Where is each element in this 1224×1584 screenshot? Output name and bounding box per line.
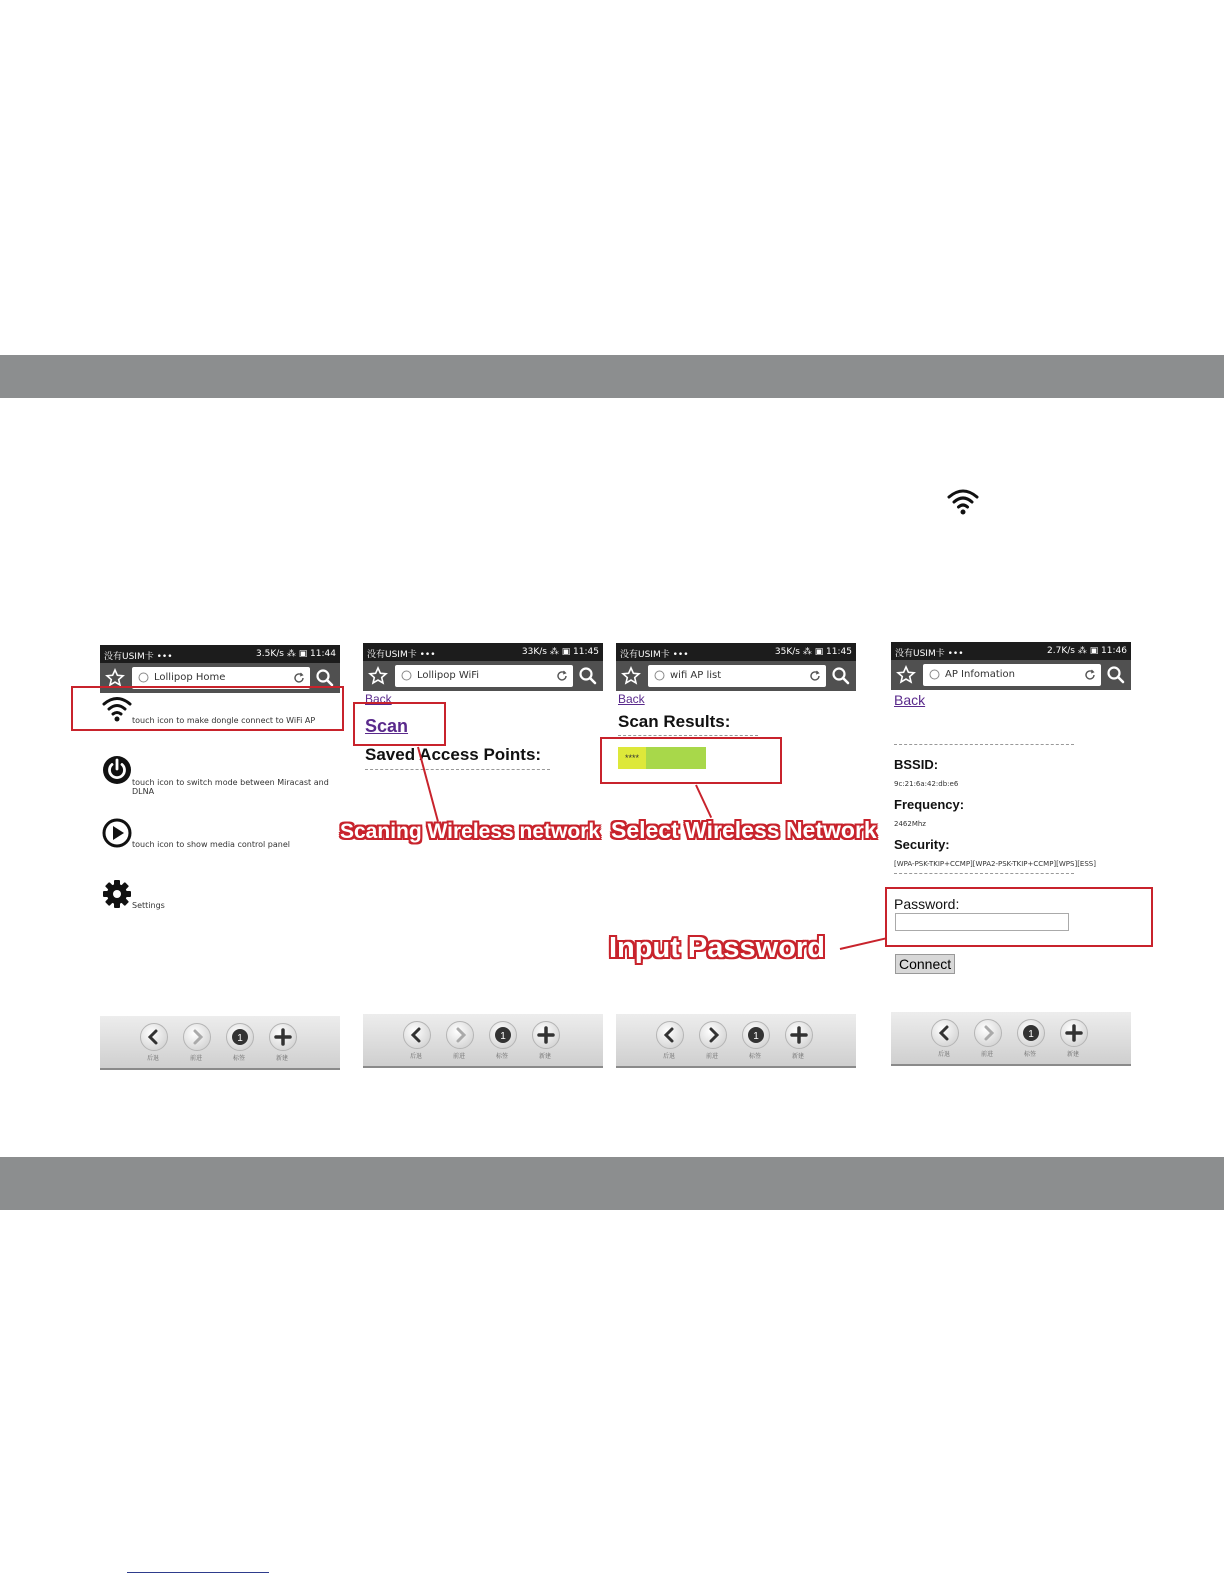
- page-icon: [654, 670, 665, 681]
- frequency-value: 2462Mhz: [894, 820, 926, 828]
- browser-toolbar: [891, 660, 1131, 690]
- bookmark-star-icon[interactable]: [105, 668, 125, 688]
- bookmark-star-icon[interactable]: [621, 666, 641, 686]
- callout-select: Select Wireless Network: [611, 817, 877, 843]
- url-field[interactable]: [395, 665, 573, 687]
- nav-label: 前进: [189, 1056, 202, 1062]
- divider: [365, 769, 550, 770]
- menu-item-text: touch icon to make dongle connect to WiFi AP: [132, 716, 316, 725]
- status-bar: [100, 645, 340, 663]
- bssid-label: BSSID:: [894, 757, 939, 772]
- scan-link[interactable]: Scan: [365, 716, 409, 736]
- search-icon[interactable]: [315, 668, 335, 688]
- browser-navbar: [100, 1016, 340, 1070]
- nav-label: 后退: [146, 1056, 159, 1062]
- highlight-wifi-row: [71, 686, 344, 731]
- nav-label: 新建: [1066, 1052, 1079, 1058]
- tabs-nav-button[interactable]: [1017, 1019, 1045, 1047]
- power-icon[interactable]: [102, 755, 132, 785]
- menu-item-text: Settings: [132, 901, 165, 910]
- nav-label: 新建: [538, 1054, 551, 1060]
- page-icon: [138, 672, 149, 683]
- browser-navbar: [363, 1014, 603, 1068]
- footer-link-underline: [127, 1572, 269, 1573]
- nav-label: 标签: [232, 1056, 245, 1062]
- url-field[interactable]: [648, 665, 826, 687]
- nav-label: 后退: [409, 1054, 422, 1060]
- nav-label: 后退: [662, 1054, 675, 1060]
- bookmark-star-icon[interactable]: [896, 665, 916, 685]
- page-icon: [929, 669, 940, 680]
- section-header-bar-bottom: [0, 1157, 1224, 1210]
- back-link[interactable]: Back: [894, 692, 926, 708]
- search-icon[interactable]: [831, 666, 851, 686]
- url-text: wifi AP list: [670, 670, 722, 681]
- callout-password: Input Password: [609, 932, 825, 964]
- browser-toolbar: [363, 661, 603, 691]
- reload-icon[interactable]: [556, 670, 568, 682]
- section-header-bar-top: [0, 355, 1224, 398]
- nav-label: 前进: [452, 1054, 465, 1060]
- reload-icon[interactable]: [1084, 669, 1096, 681]
- saved-access-points-heading: Saved Access Points:: [365, 745, 542, 764]
- highlight-scan-link: [353, 702, 446, 746]
- search-icon[interactable]: [1106, 665, 1126, 685]
- highlight-ap-item: [600, 737, 782, 784]
- gear-icon[interactable]: [102, 879, 132, 909]
- status-info: 35K/s ⁂ ▣ 11:45: [774, 647, 852, 657]
- svg-text:1: 1: [500, 1031, 506, 1042]
- bssid-value: 9c:21:6a:42:db:e6: [894, 780, 959, 788]
- back-nav-button[interactable]: [140, 1023, 168, 1051]
- highlight-password: [885, 887, 1153, 947]
- security-value: [WPA-PSK-TKIP+CCMP][WPA2-PSK-TKIP+CCMP][WPS][ESS]: [894, 860, 1096, 868]
- new-tab-nav-button[interactable]: [1060, 1019, 1088, 1047]
- nav-label: 前进: [705, 1054, 718, 1060]
- back-nav-button[interactable]: [403, 1021, 431, 1049]
- password-label: Password:: [894, 896, 960, 912]
- menu-item-text: touch icon to switch mode between Miracast and DLNA: [132, 778, 329, 796]
- play-icon[interactable]: [102, 818, 132, 848]
- reload-icon[interactable]: [809, 670, 821, 682]
- callout-scan: Scaning Wireless network: [340, 820, 601, 843]
- status-carrier: 没有USIM卡 •••: [104, 652, 173, 662]
- new-tab-nav-button[interactable]: [532, 1021, 560, 1049]
- forward-nav-button[interactable]: [446, 1021, 474, 1049]
- divider: [894, 873, 1074, 874]
- forward-nav-button[interactable]: [699, 1021, 727, 1049]
- url-text: AP Infomation: [945, 669, 1015, 680]
- new-tab-nav-button[interactable]: [269, 1023, 297, 1051]
- status-info: 3.5K/s ⁂ ▣ 11:44: [256, 649, 336, 659]
- security-label: Security:: [894, 837, 950, 852]
- svg-text:1: 1: [1028, 1029, 1034, 1040]
- wifi-icon: [946, 484, 980, 518]
- status-info: 2.7K/s ⁂ ▣ 11:46: [1047, 646, 1127, 656]
- bookmark-star-icon[interactable]: [368, 666, 388, 686]
- nav-label: 标签: [1023, 1052, 1036, 1058]
- search-icon[interactable]: [578, 666, 598, 686]
- back-link[interactable]: Back: [618, 692, 645, 706]
- menu-item-text: touch icon to show media control panel: [132, 840, 290, 849]
- callout-line-select: [695, 785, 712, 818]
- status-carrier: 没有USIM卡 •••: [367, 650, 436, 660]
- nav-label: 前进: [980, 1052, 993, 1058]
- nav-label: 标签: [495, 1054, 508, 1060]
- status-bar: [616, 643, 856, 661]
- nav-label: 后退: [937, 1052, 950, 1058]
- divider: [894, 744, 1074, 745]
- browser-toolbar: [616, 661, 856, 691]
- back-link[interactable]: Back: [365, 692, 392, 706]
- browser-navbar: [616, 1014, 856, 1068]
- nav-label: 新建: [275, 1056, 288, 1062]
- callout-line-password: [840, 937, 887, 950]
- status-bar: [891, 642, 1131, 660]
- nav-label: 新建: [791, 1054, 804, 1060]
- status-bar: [363, 643, 603, 661]
- forward-nav-button[interactable]: [183, 1023, 211, 1051]
- ap-name-badge: ****: [618, 747, 646, 769]
- back-nav-button[interactable]: [656, 1021, 684, 1049]
- frequency-label: Frequency:: [894, 797, 965, 812]
- status-carrier: 没有USIM卡 •••: [895, 649, 964, 659]
- svg-text:1: 1: [237, 1033, 243, 1044]
- forward-nav-button[interactable]: [974, 1019, 1002, 1047]
- tabs-nav-button[interactable]: [226, 1023, 254, 1051]
- reload-icon[interactable]: [293, 672, 305, 684]
- browser-navbar: [891, 1012, 1131, 1066]
- status-carrier: 没有USIM卡 •••: [620, 650, 689, 660]
- svg-text:1: 1: [753, 1031, 759, 1042]
- nav-label: 标签: [748, 1054, 761, 1060]
- back-nav-button[interactable]: [931, 1019, 959, 1047]
- url-field[interactable]: [923, 664, 1101, 686]
- scan-results-heading: Scan Results:: [618, 712, 731, 731]
- tabs-nav-button[interactable]: [742, 1021, 770, 1049]
- status-info: 33K/s ⁂ ▣ 11:45: [521, 647, 599, 657]
- url-text: Lollipop Home: [154, 672, 226, 683]
- divider: [618, 735, 758, 736]
- tabs-nav-button[interactable]: [489, 1021, 517, 1049]
- url-text: Lollipop WiFi: [417, 670, 480, 681]
- new-tab-nav-button[interactable]: [785, 1021, 813, 1049]
- connect-button[interactable]: Connect: [895, 954, 955, 974]
- page-icon: [401, 670, 412, 681]
